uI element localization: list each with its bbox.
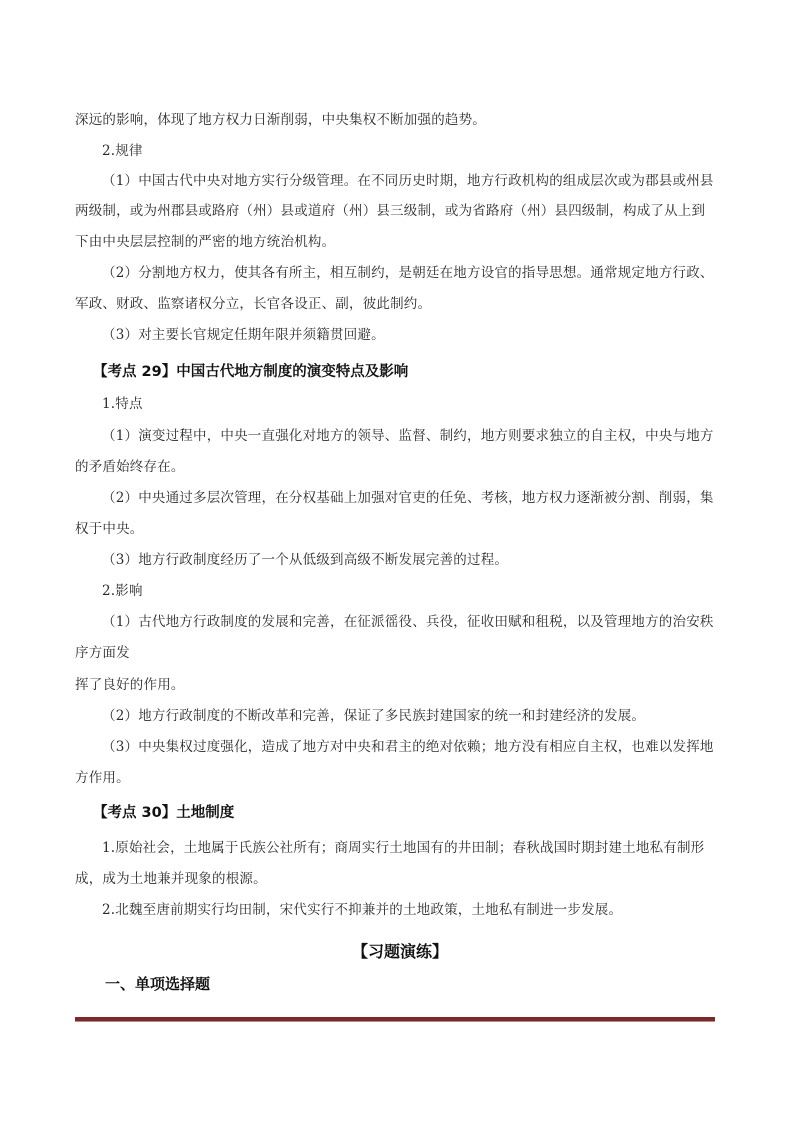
paragraph-line: （1）古代地方行政制度的发展和完善，在征派徭役、兵役，征收田赋和租税，以及管理地方的治安秩 xyxy=(102,614,714,630)
paragraph-line: （3）地方行政制度经历了一个从低级到高级不断发展完善的过程。 xyxy=(102,552,509,568)
subheading-rules: 2.规律 xyxy=(102,143,143,159)
footer-divider xyxy=(75,1017,715,1022)
paragraph-line: 深远的影响，体现了地方权力日渐削弱，中央集权不断加强的趋势。 xyxy=(75,112,486,128)
paragraph-line: 下由中央层层控制的严密的地方统治机构。 xyxy=(75,234,336,250)
section-30-title: 【考点 30】土地制度 xyxy=(93,805,235,821)
paragraph-line: 方作用。 xyxy=(75,770,130,786)
paragraph-line: 2.北魏至唐前期实行均田制，宋代实行不抑兼并的土地政策，土地私有制进一步发展。 xyxy=(102,902,623,918)
subheading-features: 1.特点 xyxy=(102,396,143,412)
paragraph-line: 的矛盾始终存在。 xyxy=(75,459,185,475)
paragraph-line: （1）演变过程中，中央一直强化对地方的领导、监督、制约，地方则要求独立的自主权，中央与地方 xyxy=(102,428,714,444)
paragraph-line: 两级制，或为州郡县或路府（州）县或道府（州）县三级制，或为省路府（州）县四级制，构成了从上到 xyxy=(75,203,706,219)
subheading-impact: 2.影响 xyxy=(102,583,143,599)
paragraph-line: （3）中央集权过度强化，造成了地方对中央和君主的绝对依赖；地方没有相应自主权，也难以发挥地 xyxy=(102,739,714,755)
paragraph-line: （3）对主要长官规定任期年限并须籍贯回避。 xyxy=(102,327,385,343)
paragraph-line: （1）中国古代中央对地方实行分级管理。在不同历史时期，地方行政机构的组成层次或为郡县或州县 xyxy=(102,173,714,189)
exercise-title: 【习题演练】 xyxy=(351,942,448,961)
exercise-subtitle: 一、单项选择题 xyxy=(105,975,211,993)
paragraph-line: 权于中央。 xyxy=(75,521,144,537)
paragraph-line: 成，成为土地兼并现象的根源。 xyxy=(75,871,267,887)
section-29-title: 【考点 29】中国古代地方制度的演变特点及影响 xyxy=(93,364,409,380)
paragraph-line: 序方面发 xyxy=(75,645,130,661)
paragraph-line: 挥了良好的作用。 xyxy=(75,677,185,693)
paragraph-line: 1.原始社会，土地属于氏族公社所有；商周实行土地国有的井田制；春秋战国时期封建土地私有制形 xyxy=(102,840,705,856)
paragraph-line: （2）中央通过多层次管理，在分权基础上加强对官吏的任免、考核，地方权力逐渐被分割、削弱，集 xyxy=(102,490,714,506)
paragraph-line: （2）分割地方权力，使其各有所主，相互制约，是朝廷在地方设官的指导思想。通常规定地方行政、 xyxy=(102,265,714,281)
paragraph-line: （2）地方行政制度的不断改革和完善，保证了多民族封建国家的统一和封建经济的发展。 xyxy=(102,708,646,724)
paragraph-line: 军政、财政、监察诸权分立，长官各设正、副，彼此制约。 xyxy=(75,296,432,312)
